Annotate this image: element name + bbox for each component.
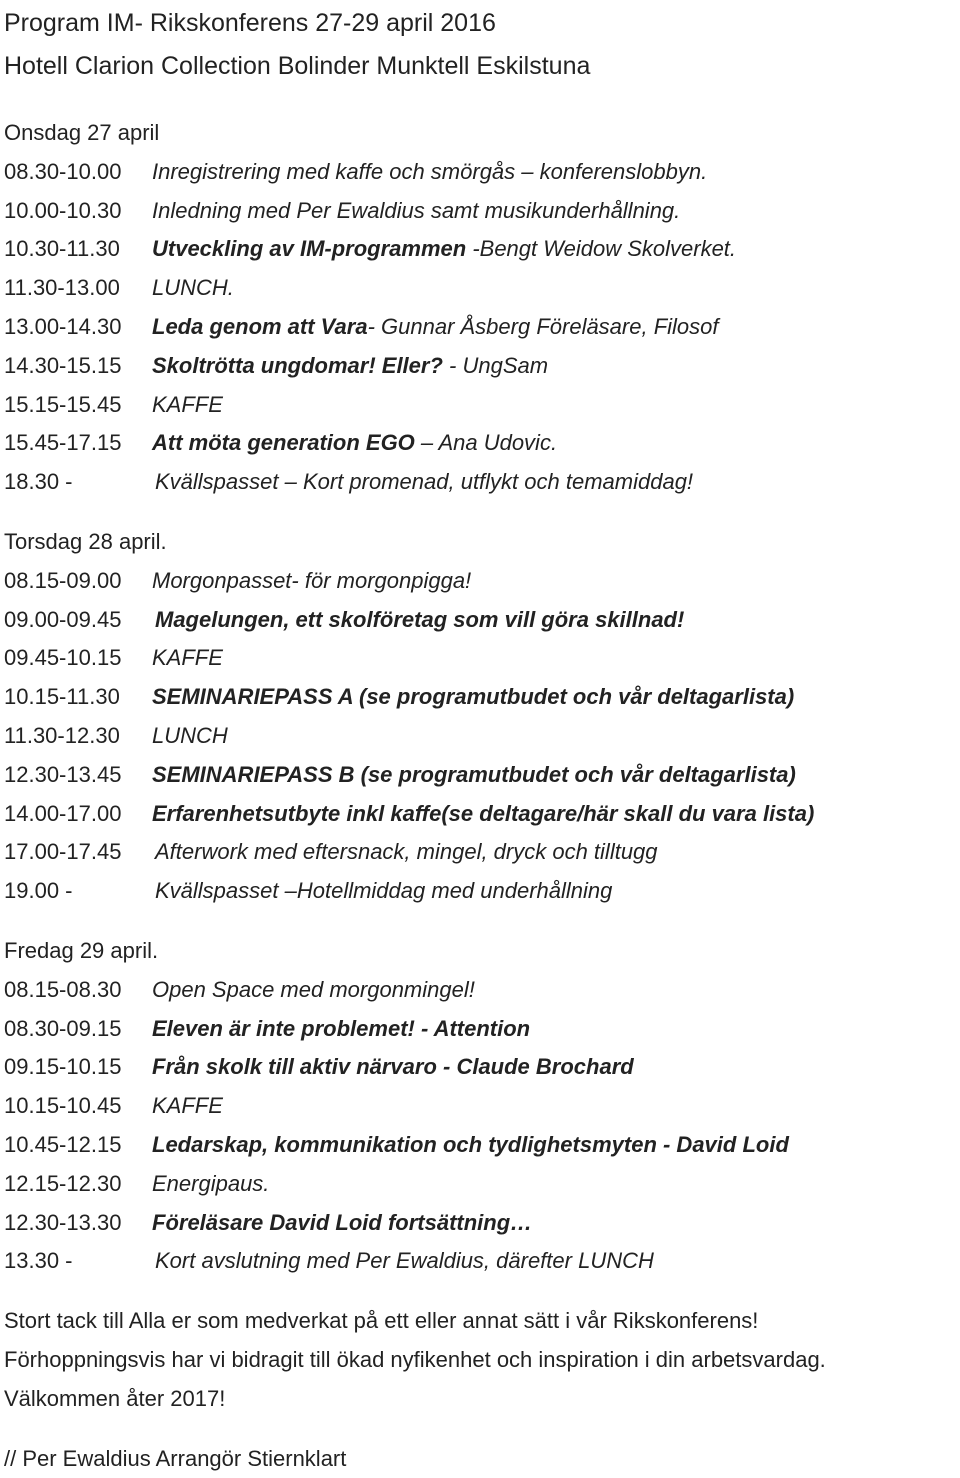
schedule-text: LUNCH. xyxy=(152,275,234,301)
schedule-time: 14.30-15.15 xyxy=(4,352,122,378)
day-heading: Torsdag 28 april. xyxy=(4,528,167,554)
schedule-text: Föreläsare David Loid fortsättning… xyxy=(152,1209,533,1235)
closing-line-hope: Förhoppningsvis har vi bidragit till ökad nyfikenhet och inspiration i din arbetsvardag. xyxy=(4,1347,826,1373)
schedule-time: 10.15-10.45 xyxy=(4,1093,122,1119)
schedule-time: 10.30-11.30 xyxy=(4,236,120,262)
signature: // Per Ewaldius Arrangör Stiernklart xyxy=(4,1446,347,1472)
schedule-text: SEMINARIEPASS A (se programutbudet och vår deltagarlista) xyxy=(152,684,795,710)
schedule-item xyxy=(4,1010,960,1049)
schedule-time: 14.00-17.00 xyxy=(4,800,122,826)
schedule-time: 17.00-17.45 xyxy=(4,839,122,865)
schedule-item xyxy=(4,153,960,192)
schedule-text: Morgonpasset- för morgonpigga! xyxy=(152,567,472,593)
schedule-time: 18.30 - xyxy=(4,469,73,495)
schedule-item xyxy=(4,717,960,756)
spacer xyxy=(4,1418,960,1439)
closing-line-welcome: Välkommen åter 2017! xyxy=(4,1386,226,1412)
schedule-time: 11.30-13.00 xyxy=(4,275,120,301)
schedule-text: KAFFE xyxy=(152,1093,223,1119)
spacer xyxy=(4,1281,960,1301)
schedule-text: – Ana Udovic. xyxy=(414,430,558,456)
schedule-text: Kort avslutning med Per Ewaldius, därefter LUNCH xyxy=(155,1248,654,1274)
schedule-text: Inledning med Per Ewaldius samt musikunderhållning. xyxy=(152,197,681,223)
schedule-time: 08.30-10.00 xyxy=(4,158,122,184)
schedule-text: Kvällspasset –Hotellmiddag med underhållning xyxy=(155,878,613,904)
schedule-time: 11.30-12.30 xyxy=(4,722,120,748)
day-heading: Onsdag 27 april xyxy=(4,120,160,145)
schedule-time: 13.30 - xyxy=(4,1248,73,1274)
schedule-item xyxy=(4,1087,960,1126)
schedule-text: Open Space med morgonmingel! xyxy=(152,976,475,1002)
schedule-time: 10.15-11.30 xyxy=(4,684,120,710)
schedule-item xyxy=(4,678,960,717)
schedule-item xyxy=(4,308,960,347)
schedule xyxy=(4,114,960,1281)
schedule-item xyxy=(4,269,960,308)
schedule-time: 09.00-09.45 xyxy=(4,606,122,632)
schedule-item xyxy=(4,1048,960,1087)
schedule-time: 09.15-10.15 xyxy=(4,1054,122,1080)
schedule-item xyxy=(4,639,960,678)
spacer xyxy=(4,88,960,114)
document-title: Program IM- Rikskonferens 27-29 april 2016 xyxy=(4,9,496,37)
schedule-text: Afterwork med eftersnack, mingel, dryck och tilltugg xyxy=(155,839,658,865)
schedule-item xyxy=(4,872,960,911)
schedule-text: Eleven är inte problemet! - Attention xyxy=(152,1015,531,1041)
schedule-item xyxy=(4,833,960,872)
schedule-text: Utveckling av IM-programmen xyxy=(152,236,473,262)
schedule-item xyxy=(4,386,960,425)
schedule-item xyxy=(4,463,960,502)
venue-line: Hotell Clarion Collection Bolinder Munktell Eskilstuna xyxy=(4,52,591,80)
schedule-item xyxy=(4,1126,960,1165)
schedule-text: Att möta generation EGO xyxy=(152,430,415,456)
schedule-text: Kvällspasset – Kort promenad, utflykt och temamiddag! xyxy=(155,469,694,495)
schedule-time: 13.00-14.30 xyxy=(4,313,122,339)
schedule-item xyxy=(4,1165,960,1204)
schedule-text: Magelungen, ett skolföretag som vill göra skillnad! xyxy=(155,606,685,632)
spacer xyxy=(4,502,960,523)
schedule-text: -Bengt Weidow Skolverket. xyxy=(472,236,737,262)
schedule-time: 08.30-09.15 xyxy=(4,1015,122,1041)
schedule-text: Inregistrering med kaffe och smörgås – konferenslobbyn. xyxy=(152,158,708,184)
schedule-text: Skoltrötta ungdomar! Eller? xyxy=(152,352,443,378)
spacer xyxy=(4,911,960,932)
schedule-text: Erfarenhetsutbyte inkl kaffe(se deltagare/här skall du vara lista) xyxy=(152,800,815,826)
schedule-item xyxy=(4,756,960,795)
schedule-text: Leda genom att Vara xyxy=(152,313,368,339)
schedule-item xyxy=(4,1204,960,1243)
schedule-item xyxy=(4,601,960,640)
schedule-time: 15.45-17.15 xyxy=(4,430,122,456)
schedule-item xyxy=(4,230,960,269)
schedule-text: - Gunnar Åsberg Föreläsare, Filosof xyxy=(367,313,719,339)
schedule-text: Energipaus. xyxy=(152,1170,270,1196)
schedule-time: 19.00 - xyxy=(4,878,73,904)
schedule-time: 12.30-13.30 xyxy=(4,1209,122,1235)
day-heading: Fredag 29 april. xyxy=(4,937,159,963)
schedule-item xyxy=(4,424,960,463)
schedule-text: SEMINARIEPASS B (se programutbudet och vår deltagarlista) xyxy=(152,761,796,787)
schedule-item xyxy=(4,562,960,601)
schedule-time: 09.45-10.15 xyxy=(4,645,122,671)
schedule-time: 12.15-12.30 xyxy=(4,1170,122,1196)
schedule-item xyxy=(4,347,960,386)
schedule-time: 12.30-13.45 xyxy=(4,761,122,787)
schedule-text: KAFFE xyxy=(152,391,223,417)
schedule-text: KAFFE xyxy=(152,645,223,671)
closing-line-thanks: Stort tack till Alla er som medverkat på ett eller annat sätt i vår Rikskonferens! xyxy=(4,1308,759,1334)
schedule-text: - UngSam xyxy=(442,352,549,378)
schedule-text: LUNCH xyxy=(152,722,228,748)
schedule-time: 08.15-09.00 xyxy=(4,567,122,593)
schedule-time: 15.15-15.45 xyxy=(4,391,122,417)
schedule-item xyxy=(4,192,960,231)
schedule-text: Från skolk till aktiv närvaro - Claude Brochard xyxy=(152,1054,634,1080)
schedule-text: Ledarskap, kommunikation och tydlighetsmyten - David Loid xyxy=(152,1131,789,1157)
schedule-time: 10.00-10.30 xyxy=(4,197,122,223)
schedule-time: 08.15-08.30 xyxy=(4,976,122,1002)
schedule-item xyxy=(4,795,960,834)
schedule-item xyxy=(4,1242,960,1281)
schedule-time: 10.45-12.15 xyxy=(4,1131,122,1157)
schedule-item xyxy=(4,971,960,1010)
